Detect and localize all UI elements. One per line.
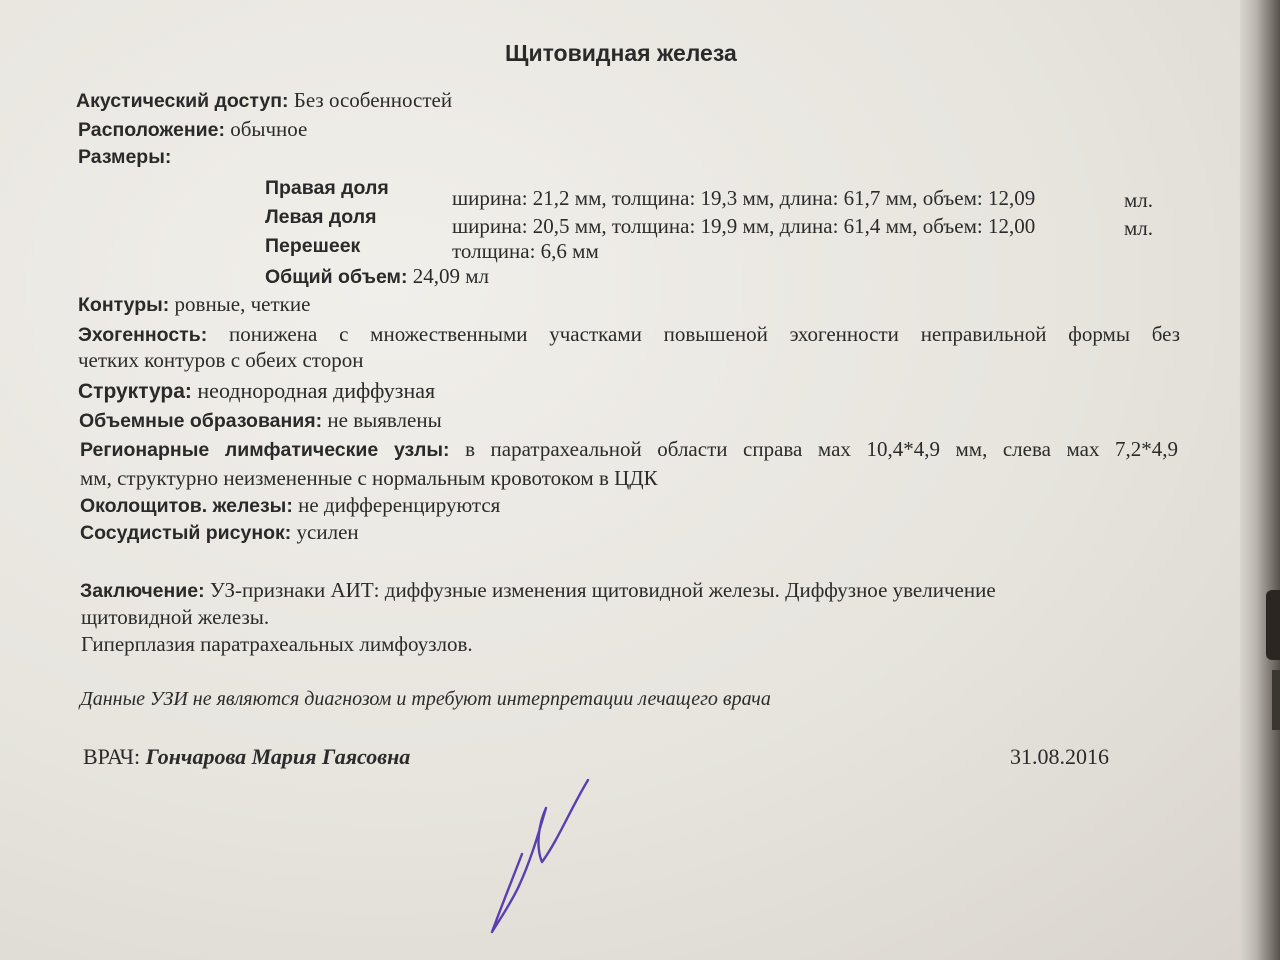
lymph-line2: мм, структурно неизмененные с нормальным кровотоком в ЦДК (80, 466, 658, 490)
isthmus-value: толщина: 6,6 мм (452, 239, 599, 263)
disclaimer: Данные УЗИ не являются диагнозом и требуют интерпретации лечащего врача (80, 688, 771, 710)
conclusion-label: Заключение: (80, 580, 205, 602)
right-lobe-label: Правая доля (265, 177, 389, 199)
field-label: Объемные образования: (79, 410, 323, 432)
document-title: Щитовидная железа (505, 40, 737, 66)
total-value: 24,09 мл (412, 264, 490, 288)
field-location (78, 117, 307, 142)
field-vascular (80, 520, 359, 545)
field-value: Без особенностей (293, 88, 453, 112)
field-lymph (80, 437, 1178, 462)
doctor-line (83, 744, 410, 770)
field-label: Регионарные лимфатические узлы: (80, 439, 450, 461)
table-edge (1240, 0, 1280, 960)
conclusion-line3: Гиперплазия паратрахеальных лимфоузлов. (81, 632, 473, 656)
field-value: усилен (296, 520, 359, 544)
conclusion-line1: УЗ-признаки АИТ: диффузные изменения щитовидной железы. Диффузное увеличение (209, 578, 996, 602)
field-value: обычное (230, 117, 308, 141)
field-value: в паратрахеальной области справа мах 10,4*4,9 мм, слева мах 7,2*4,9 (465, 437, 1179, 461)
field-contours (78, 292, 310, 317)
background-object (1266, 590, 1280, 660)
echogenicity-line2: четких контуров с обеих сторон (78, 348, 364, 372)
report-date: 31.08.2016 (1010, 744, 1109, 769)
field-value: неоднородная диффузная (197, 378, 436, 403)
field-value: не дифференцируются (298, 493, 501, 517)
signature-image (470, 770, 610, 940)
right-lobe-unit: мл. (1124, 188, 1154, 212)
field-structure (78, 378, 435, 404)
field-sizes-label: Размеры: (78, 146, 172, 168)
left-lobe-label: Левая доля (265, 206, 377, 228)
field-value: ровные, четкие (174, 292, 311, 316)
field-parathyroid (80, 493, 500, 518)
doctor-label: ВРАЧ: (83, 744, 141, 769)
total-label: Общий объем: (265, 266, 408, 288)
field-label: Околощитов. железы: (80, 495, 293, 517)
field-label: Эхогенность: (78, 324, 208, 346)
left-lobe-value: ширина: 20,5 мм, толщина: 19,9 мм, длина: 61,4 мм, объем: 12,00 (452, 214, 1036, 238)
conclusion (80, 578, 996, 603)
conclusion-line2: щитовидной железы. (81, 605, 270, 629)
field-echogenicity (78, 322, 1180, 347)
field-masses (79, 408, 442, 433)
field-label: Контуры: (78, 294, 170, 316)
doctor-name: Гончарова Мария Гаясовна (145, 744, 411, 769)
field-access (76, 88, 452, 113)
field-label: Расположение: (78, 119, 225, 141)
isthmus-label: Перешеек (265, 235, 361, 257)
field-value: не выявлены (327, 408, 442, 432)
field-label: Сосудистый рисунок: (80, 522, 292, 544)
left-lobe-unit: мл. (1124, 216, 1154, 240)
total-volume (265, 264, 489, 289)
right-lobe-value: ширина: 21,2 мм, толщина: 19,3 мм, длина: 61,7 мм, объем: 12,09 (452, 186, 1036, 210)
field-label: Структура: (78, 380, 192, 403)
field-label: Акустический доступ: (76, 90, 289, 112)
background-object (1272, 670, 1280, 730)
field-value: понижена с множественными участками повышеной эхогенности неправильной формы без (228, 322, 1181, 346)
